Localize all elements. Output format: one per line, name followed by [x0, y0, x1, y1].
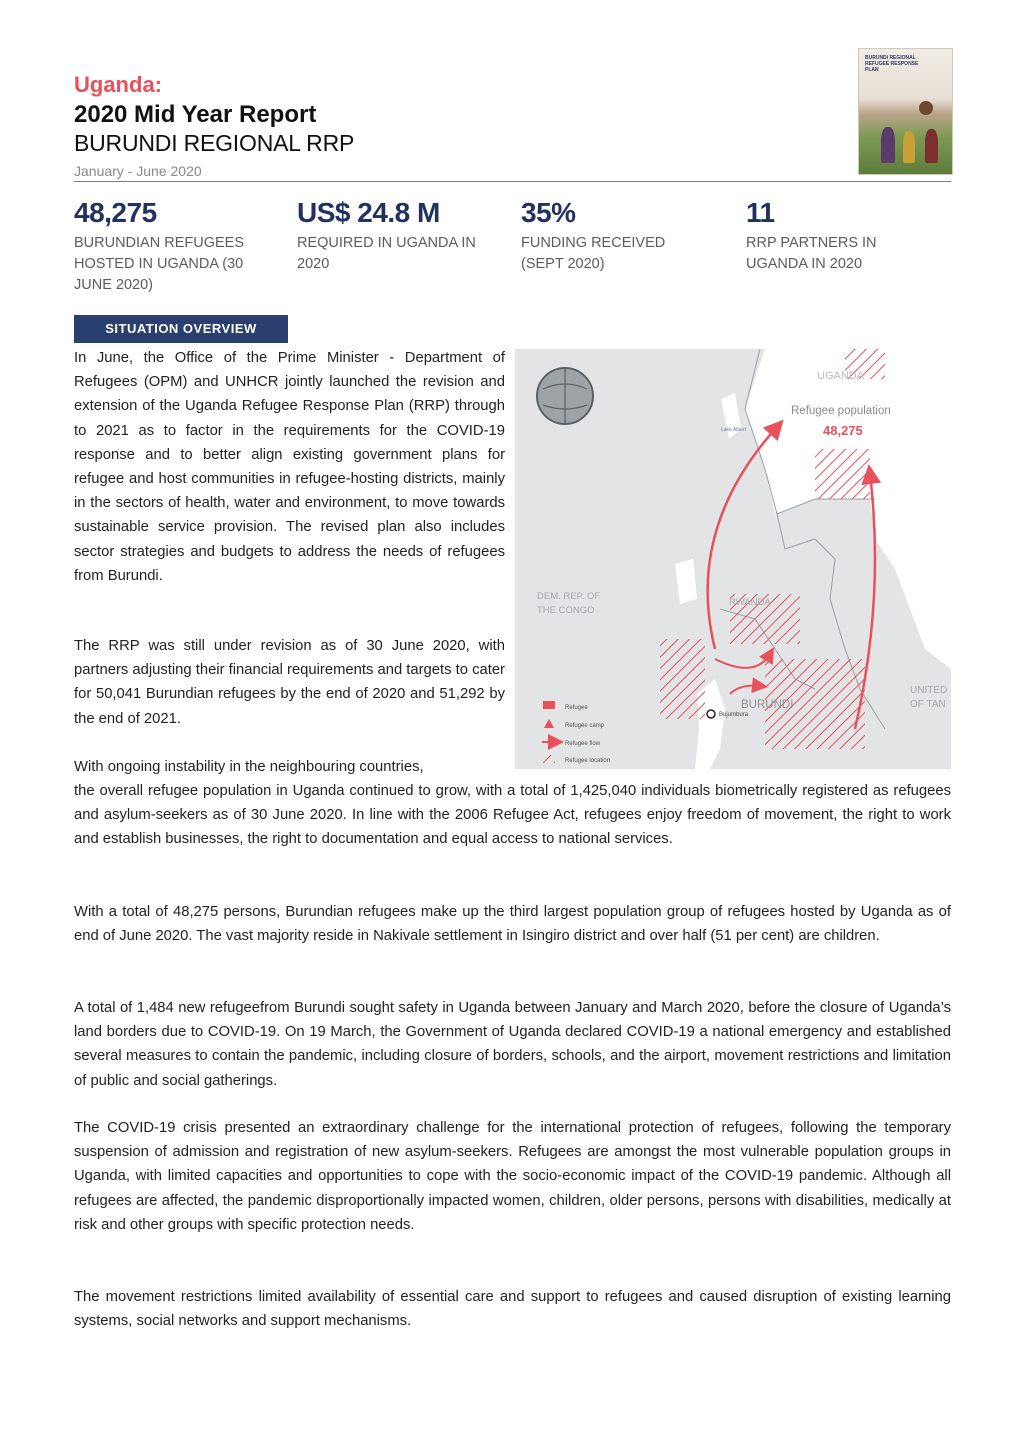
- legend-refugee-icon: [543, 701, 555, 709]
- legend-location-icon: [543, 755, 555, 763]
- rrp-subtitle: BURUNDI REGIONAL RRP: [74, 130, 355, 156]
- section-divider: [74, 342, 288, 343]
- report-title: 2020 Mid Year Report: [74, 101, 317, 128]
- cover-figure: [903, 131, 915, 163]
- kpi-value: 48,275: [74, 197, 157, 228]
- kpi-label: RRP PARTNERS IN UGANDA IN 2020: [746, 235, 877, 272]
- cover-figure: [919, 101, 933, 115]
- drc-label: DEM. REP. OF THE CONGO: [537, 591, 601, 616]
- kpi-label: REQUIRED IN UGANDA IN 2020: [297, 235, 476, 272]
- tanzania-label: UNITED OF TAN: [910, 685, 948, 710]
- section-title-situation-overview: SITUATION OVERVIEW: [74, 315, 288, 343]
- rwanda-label: RWANDA: [729, 597, 771, 608]
- kpi-partners: [746, 197, 956, 275]
- paragraph: With ongoing instability in the neighbouring countries,: [74, 759, 424, 775]
- legend-label: Refugee: [565, 705, 588, 711]
- cover-title: BURUNDI REGIONAL REFUGEE RESPONSE PLAN: [865, 55, 919, 73]
- paragraph: In June, the Office of the Prime Minister - Department of Refugees (OPM) and UNHCR jointly launched the revision and extension of the Uganda Refugee Response Plan (RRP) through to 2021 as to factor in the requirements for the COVID-19 response and to better align existing government plans for refugee and host communities in refugee-hosting districts, mainly in the sectors of health, water and environment, to move towards sustainable service provision. The revised plan also includes sector strategies and budgets to address the needs of refugees from Burundi.: [74, 350, 505, 584]
- paragraph: The COVID-19 crisis presented an extraordinary challenge for the international protection of refugees, following the temporary suspension of admission and registration of new asylum-seekers. Refugees are amongst the most vulnerable population groups in Uganda, with limited capacities and opportunities to cope with the socio-economic impact of the COVID-19 pandemic. Although all refugees are affected, the pandemic disproportionally impacted women, children, older persons, persons with disabilities, medically at risk and other groups with specific protection needs.: [74, 1120, 951, 1233]
- kpi-funding: [521, 197, 731, 275]
- paragraph: the overall refugee population in Uganda continued to grow, with a total of 1,425,040 individuals biometrically registered as refugees and asylum-seekers as of 30 June 2020. In line with the 2006 Refugee Act, refugees enjoy freedom of movement, the right to work and establish businesses, the right to documentation and equal access to national services.: [74, 783, 951, 848]
- report-period: January - June 2020: [74, 163, 202, 179]
- kpi-value: 35%: [521, 197, 576, 228]
- refugee-location: [660, 639, 705, 719]
- legend-label: Refugee location: [565, 758, 611, 764]
- paragraph: A total of 1,484 new refugeefrom Burundi sought safety in Uganda between January and March 2020, before the closure of Uganda’s land borders due to COVID-19. On 19 March, the Government of Uganda declared COVID-19 a national emergency and established several measures to contain the pandemic, including closure of borders, schools, and the airport, movement restrictions and limitation of public and social gatherings.: [74, 1000, 951, 1089]
- report-cover-thumbnail: [858, 48, 953, 175]
- population-label: Refugee population: [791, 405, 891, 417]
- cover-figure: [925, 129, 938, 163]
- uganda-label: UGANDA: [817, 370, 865, 382]
- kpi-label: FUNDING RECEIVED (SEPT 2020): [521, 235, 666, 272]
- country-title: Uganda:: [74, 72, 162, 97]
- population-value: 48,275: [823, 423, 863, 438]
- paragraph: The movement restrictions limited availability of essential care and support to refugees and caused disruption of existing learning systems, social networks and support mechanisms.: [74, 1289, 951, 1330]
- kpi-label: BURUNDIAN REFUGEES HOSTED IN UGANDA (30 JUNE 2020): [74, 235, 244, 293]
- legend-label: Refugee flow: [565, 741, 601, 747]
- burundi-label: BURUNDI: [741, 699, 794, 711]
- lake-label: Lake Albert: [721, 427, 747, 433]
- map-svg: [515, 349, 951, 769]
- refugee-location: [815, 449, 870, 499]
- paragraph: With a total of 48,275 persons, Burundian refugees make up the third largest population group of refugees hosted by Uganda as of end of June 2020. The vast majority reside in Nakivale settlement in Isingiro district and over half (51 per cent) are children.: [74, 904, 951, 945]
- kpi-value: 11: [746, 197, 775, 228]
- kpi-required: [297, 197, 507, 275]
- capital-label: Bujumbura: [719, 712, 749, 718]
- kpi-refugees: [74, 197, 284, 296]
- refugee-flow-map: [515, 349, 951, 769]
- paragraph: The RRP was still under revision as of 30 June 2020, with partners adjusting their financial requirements and targets to cater for 50,041 Burundian refugees by the end of 2020 and 51,292 by the end of 2021.: [74, 638, 505, 727]
- capital-marker: [707, 710, 715, 718]
- cover-figure: [881, 127, 895, 163]
- legend-label: Refugee camp: [565, 723, 605, 729]
- kpi-value: US$ 24.8 M: [297, 197, 440, 228]
- header-divider: [74, 181, 951, 182]
